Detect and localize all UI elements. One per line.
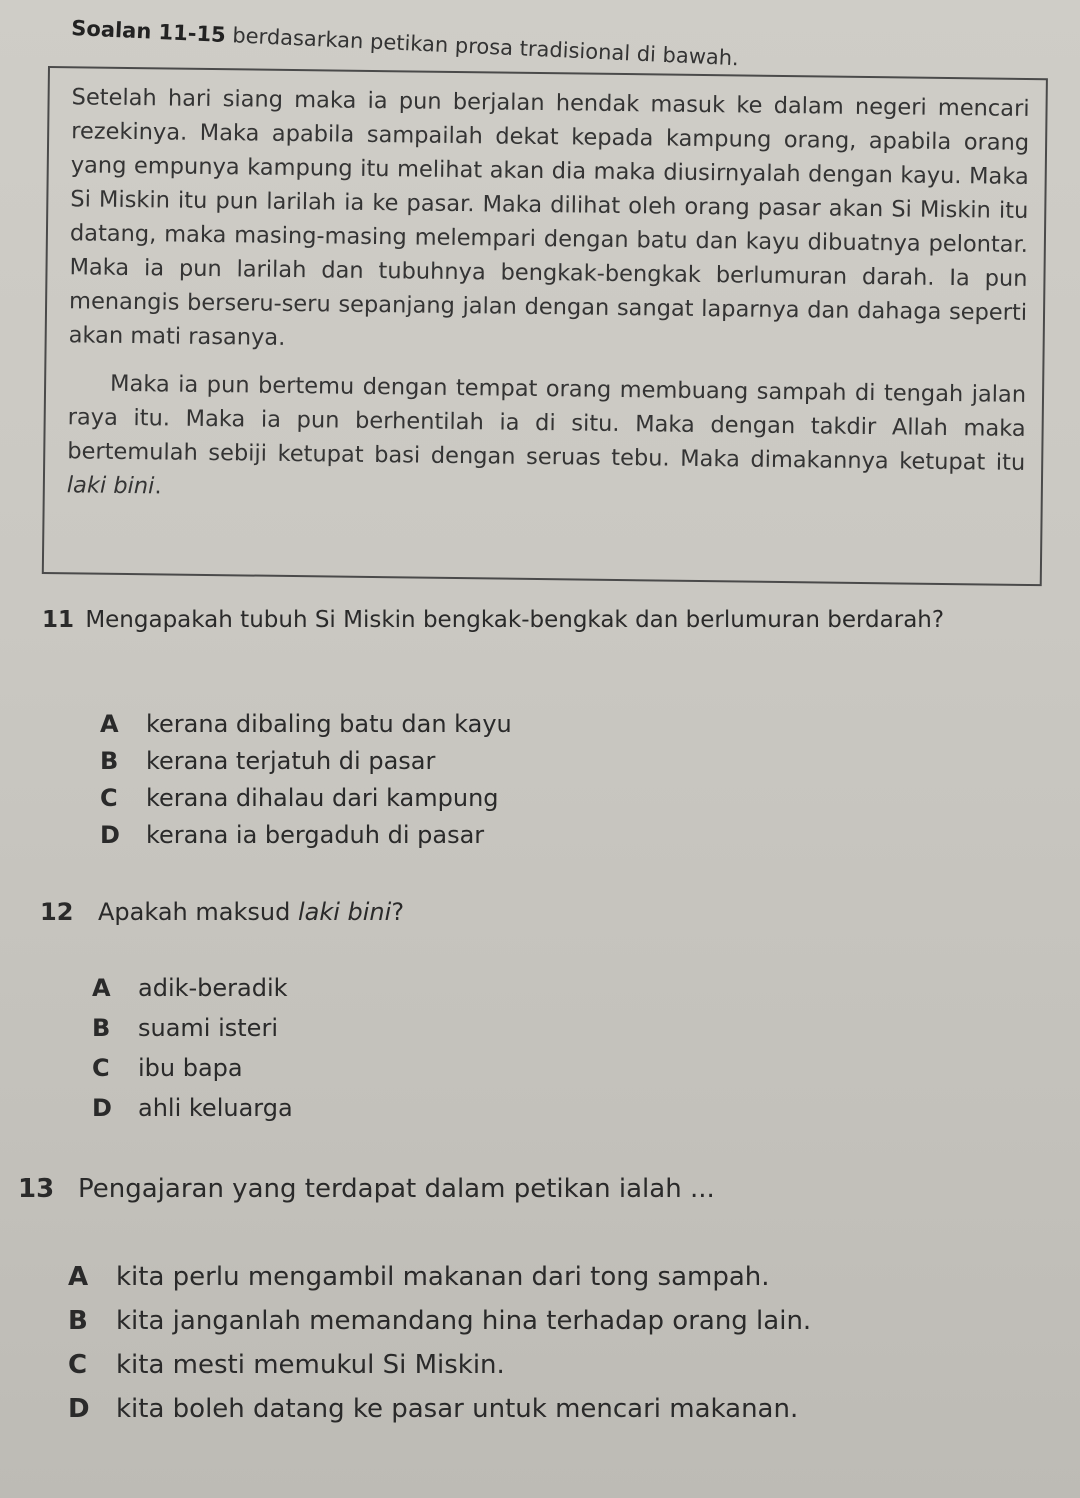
- question-number: 11: [42, 607, 75, 633]
- option-letter: B: [68, 1306, 88, 1336]
- option-d[interactable]: [92, 1094, 293, 1134]
- option-letter: A: [68, 1262, 89, 1292]
- question-11: [42, 602, 1042, 849]
- option-letter: C: [100, 784, 118, 812]
- option-c[interactable]: [92, 1054, 293, 1094]
- instruction-question-range: Soalan 11-15: [70, 15, 227, 47]
- question-stem: Pengajaran yang terdapat dalam petikan ialah ...: [78, 1174, 715, 1204]
- option-text: suami isteri: [138, 1014, 278, 1042]
- option-c[interactable]: [68, 1350, 811, 1394]
- option-text: adik-beradik: [138, 974, 288, 1002]
- option-text: kerana dibaling batu dan kayu: [146, 710, 512, 738]
- option-letter: B: [92, 1014, 111, 1042]
- question-number: 12: [40, 898, 74, 926]
- option-letter: D: [68, 1394, 90, 1424]
- option-letter: D: [100, 821, 120, 849]
- passage-paragraph-1: Setelah hari siang maka ia pun berjalan hendak masuk ke dalam negeri mencari rezekinya. Maka apabila sampailah dekat kepada kampung orang, apabila orang yang empunya kampung itu melihat akan dia maka diusirnyalah dengan kayu. Maka Si Miskin itu pun larilah ia ke pasar. Maka dilihat oleh orang pasar akan Si Miskin itu datang, maka masing-masing melempari dengan batu dan kayu dibuatnya pelontar. Maka ia pun larilah dan tubuhnya bengkak-bengkak berlumuran darah. Ia pun menangis berseru-seru sepanjang jalan dengan sangat laparnya dan dahaga seperti akan mati rasanya.: [68, 84, 1030, 351]
- option-text: kita mesti memukul Si Miskin.: [116, 1350, 505, 1380]
- question-stem: Apakah maksud: [98, 898, 298, 926]
- passage-paragraph-2: [67, 366, 1027, 514]
- question-12-text: [40, 898, 1040, 926]
- option-letter: A: [100, 710, 119, 738]
- question-12: [40, 898, 1040, 1122]
- option-letter: C: [68, 1350, 88, 1380]
- option-letter: A: [92, 974, 111, 1002]
- option-d[interactable]: [68, 1394, 811, 1438]
- passage-box: [42, 66, 1048, 586]
- option-text: kita janganlah memandang hina terhadap orang lain.: [116, 1306, 812, 1336]
- question-13-options: [68, 1262, 811, 1438]
- option-letter: B: [100, 747, 119, 775]
- question-mark: ?: [391, 898, 405, 926]
- option-a[interactable]: [68, 1262, 811, 1306]
- option-text: kerana terjatuh di pasar: [146, 747, 436, 775]
- option-text: kerana dihalau dari kampung: [146, 784, 499, 812]
- option-b[interactable]: [68, 1306, 811, 1350]
- option-text: ahli keluarga: [138, 1094, 293, 1122]
- question-stem: Mengapakah tubuh Si Miskin bengkak-bengkak dan berlumuran berdarah?: [85, 607, 945, 633]
- question-12-options: [92, 974, 293, 1134]
- passage-paragraph-2-end: .: [154, 473, 162, 500]
- question-13-text: [18, 1174, 1058, 1204]
- question-number: 13: [18, 1174, 55, 1204]
- option-a[interactable]: [92, 974, 293, 1014]
- question-13: [18, 1174, 1058, 1424]
- option-c[interactable]: [100, 780, 512, 817]
- option-text: kita boleh datang ke pasar untuk mencari makanan.: [116, 1394, 799, 1424]
- option-letter: C: [92, 1054, 110, 1082]
- option-text: ibu bapa: [138, 1054, 243, 1082]
- option-b[interactable]: [92, 1014, 293, 1054]
- option-a[interactable]: [100, 706, 512, 743]
- option-text: kerana ia bergaduh di pasar: [146, 821, 485, 849]
- instruction-text: berdasarkan petikan prosa tradisional di bawah.: [225, 23, 740, 71]
- question-11-text: [42, 602, 1042, 638]
- option-letter: D: [92, 1094, 112, 1122]
- option-b[interactable]: [100, 743, 512, 780]
- option-text: kita perlu mengambil makanan dari tong sampah.: [116, 1262, 770, 1292]
- question-italic-term: laki bini: [297, 898, 392, 926]
- passage-italic-term: laki bini: [66, 472, 155, 500]
- question-11-options: [100, 706, 512, 854]
- option-d[interactable]: [100, 817, 512, 854]
- passage-paragraph-2-text: Maka ia pun bertemu dengan tempat orang membuang sampah di tengah jalan raya itu. Maka ia pun berhentilah ia di situ. Maka dengan takdir Allah maka bertemulah sebiji ketupat basi dengan seruas tebu. Maka dimakannya ketupat itu: [67, 370, 1027, 476]
